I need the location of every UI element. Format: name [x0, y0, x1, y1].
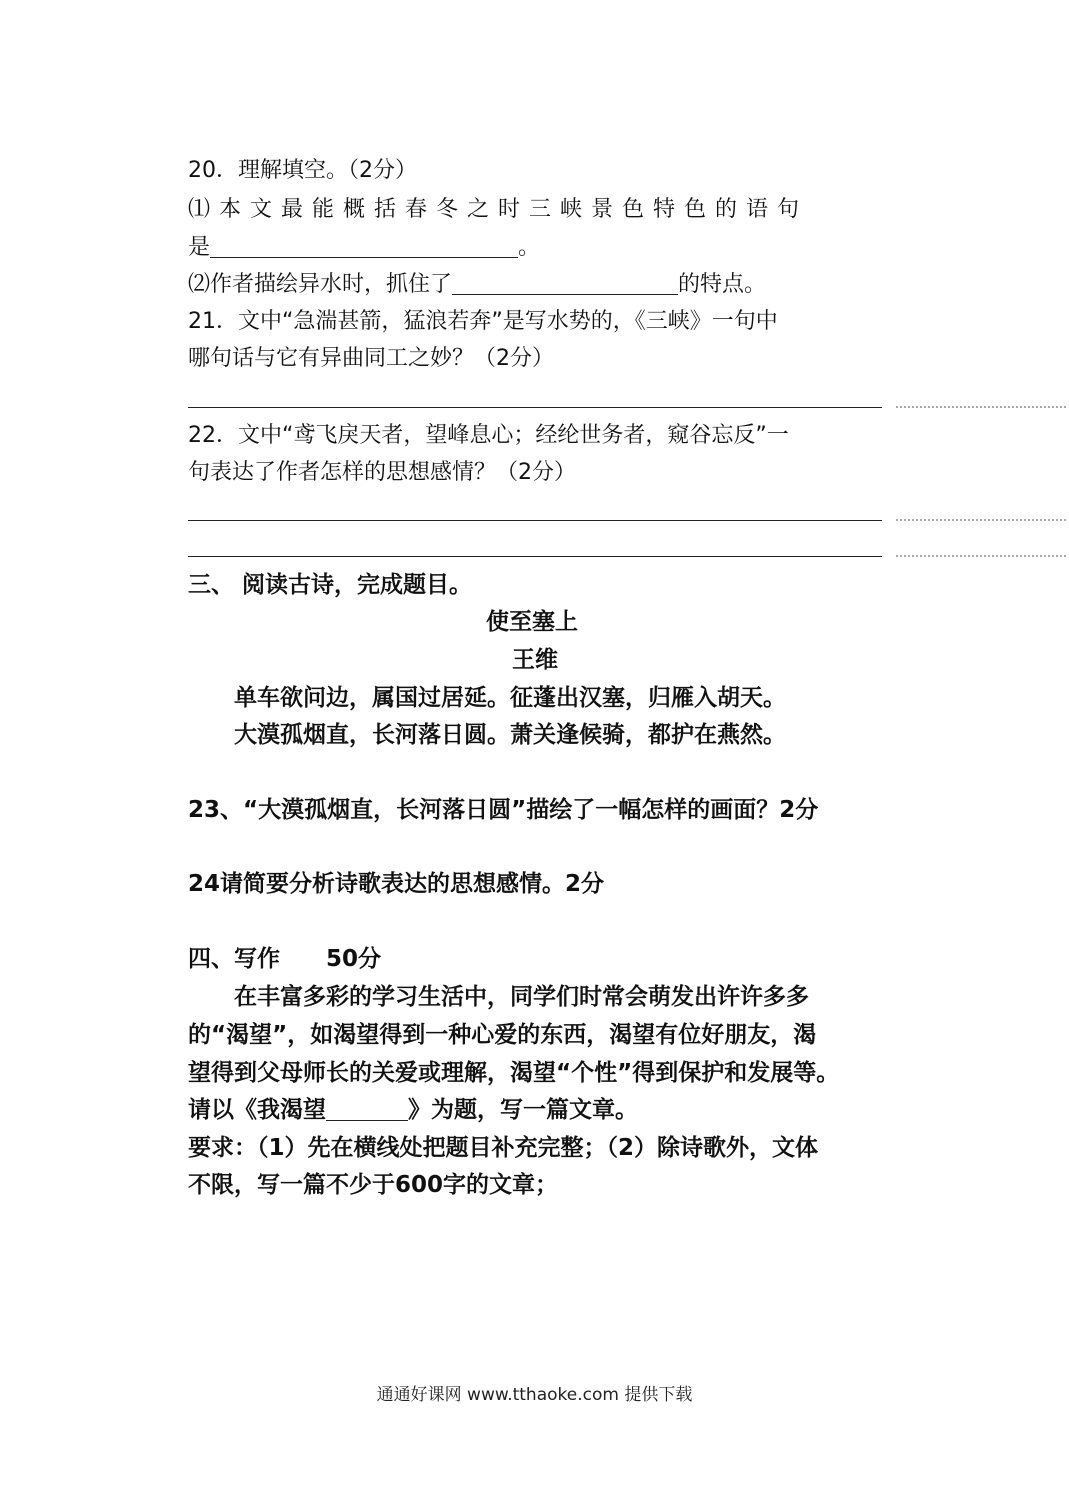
q20-part1-answer-blank[interactable]	[210, 235, 518, 258]
q20-part1-end: 。	[518, 235, 541, 260]
q22-dotted-guide-1	[896, 519, 1066, 521]
poem-author: 王维	[512, 647, 558, 673]
page-footer: 通通好课网 www.tthaoke.com 提供下载	[376, 1385, 693, 1405]
writing-prompt-line-4	[188, 1095, 638, 1125]
q20-part2	[188, 270, 766, 300]
q21-dotted-guide	[896, 406, 1066, 408]
poem-title: 使至塞上	[486, 609, 578, 635]
writing-prompt-line-2: 的“渴望”，如渴望得到一种心爱的东西，渴望有位好朋友，渴	[188, 1022, 817, 1048]
title-prompt-start: 请以《我渴望	[188, 1097, 326, 1123]
q22-answer-line-1[interactable]	[188, 520, 882, 521]
section3-heading: 三、 阅读古诗，完成题目。	[188, 572, 473, 598]
q22-dotted-guide-2	[896, 555, 1066, 557]
poem-line-2: 大漠孤烟直，长河落日圆。萧关逢候骑，都护在燕然。	[234, 722, 786, 748]
q20-part2-answer-blank[interactable]	[452, 272, 678, 295]
q20-part2-end: 的特点。	[678, 272, 767, 297]
q22-line1: 22．文中“鸢飞戾天者，望峰息心；经纶世务者，窥谷忘反”一	[188, 423, 789, 448]
q20-part1-cont-text: 是	[188, 235, 211, 260]
title-prompt-end: 》为题，写一篇文章。	[408, 1097, 638, 1123]
requirements-line-2: 不限，写一篇不少于600字的文章；	[188, 1172, 559, 1198]
q21-line2: 哪句话与它有异曲同工之妙？（2分）	[188, 346, 554, 371]
q21-answer-line[interactable]	[188, 407, 882, 408]
q23: 23、“大漠孤烟直，长河落日圆”描绘了一幅怎样的画面？2分	[188, 797, 819, 823]
q20-part1-continuation	[188, 233, 540, 263]
q22-line2: 句表达了作者怎样的思想感情？（2分）	[188, 460, 576, 485]
requirements-line-1: 要求：（1）先在横线处把题目补充完整；（2）除诗歌外，文体	[188, 1135, 819, 1161]
q20-part2-start: ⑵作者描绘异水时，抓住了	[188, 272, 453, 297]
poem-line-1: 单车欲问边，属国过居延。征蓬出汉塞，归雁入胡天。	[234, 685, 786, 711]
q24: 24请简要分析诗歌表达的思想感情。2分	[188, 871, 605, 897]
writing-prompt-line-1: 在丰富多彩的学习生活中，同学们时常会萌发出许许多多	[188, 984, 809, 1010]
q20-part1-text: ⑴本文最能概括春冬之时三峡景色特色的语句	[188, 197, 809, 222]
writing-prompt-line-3: 望得到父母师长的关爱或理解，渴望“个性”得到保护和发展等。	[188, 1060, 840, 1086]
q20-heading: 20．理解填空。（2分）	[188, 158, 417, 183]
q22-answer-line-2[interactable]	[188, 556, 882, 557]
section4-heading: 四、写作 50分	[188, 946, 382, 972]
q21-line1: 21．文中“急湍甚箭，猛浪若奔”是写水势的，《三峡》一句中	[188, 309, 778, 334]
title-answer-blank[interactable]	[326, 1098, 408, 1121]
